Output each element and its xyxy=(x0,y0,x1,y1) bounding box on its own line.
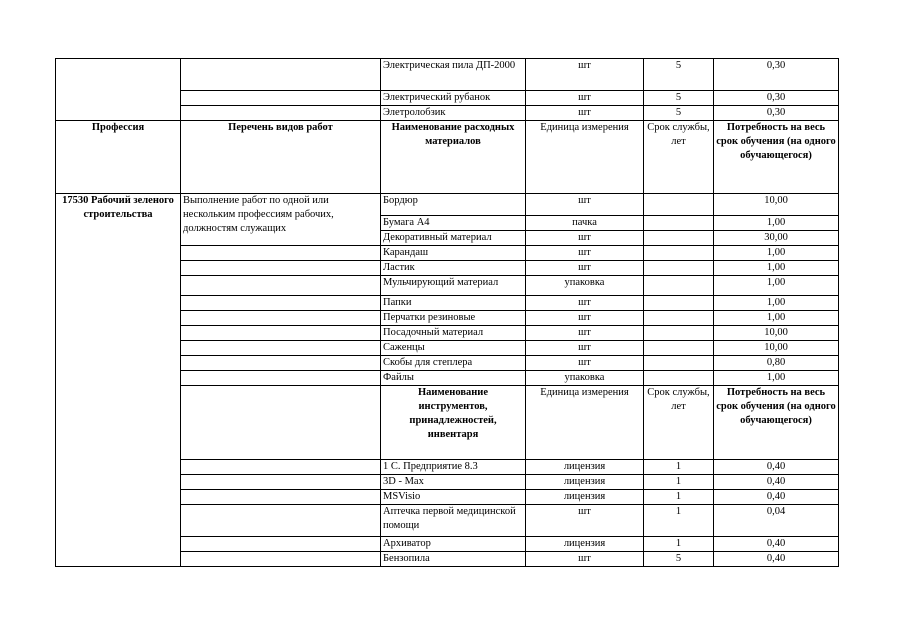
item-unit: шт xyxy=(526,356,644,371)
empty-cell xyxy=(181,552,381,567)
item-need: 1,00 xyxy=(714,311,839,326)
empty-cell xyxy=(181,460,381,475)
item-unit: лицензия xyxy=(526,490,644,505)
item-need: 30,00 xyxy=(714,231,839,246)
item-term xyxy=(644,311,714,326)
item-need: 0,30 xyxy=(714,106,839,121)
profession-cell: 17530 Рабочий зеленого строительства xyxy=(56,194,181,567)
item-need: 0,04 xyxy=(714,505,839,537)
empty-cell xyxy=(181,537,381,552)
empty-cell xyxy=(181,326,381,341)
empty-cell xyxy=(181,490,381,505)
item-name: Бумага А4 xyxy=(381,216,526,231)
item-need: 10,00 xyxy=(714,341,839,356)
item-need: 10,00 xyxy=(714,194,839,216)
table-row xyxy=(56,59,839,91)
item-term: 5 xyxy=(644,59,714,91)
empty-cell xyxy=(181,296,381,311)
item-name: 1 С. Предприятие 8.3 xyxy=(381,460,526,475)
item-name: Декоративный материал xyxy=(381,231,526,246)
item-unit: шт xyxy=(526,261,644,276)
header-need: Потребность на весь срок обучения (на одного обучающегося) xyxy=(714,121,839,194)
item-name: Электрическая пила ДП-2000 xyxy=(381,59,526,91)
item-name: Элетролобзик xyxy=(381,106,526,121)
item-name: Ластик xyxy=(381,261,526,276)
item-unit: шт xyxy=(526,311,644,326)
header-term: Срок службы, лет xyxy=(644,121,714,194)
item-term: 1 xyxy=(644,475,714,490)
empty-cell xyxy=(181,341,381,356)
item-name: Посадочный материал xyxy=(381,326,526,341)
item-unit: пачка xyxy=(526,216,644,231)
item-unit: лицензия xyxy=(526,537,644,552)
item-term xyxy=(644,246,714,261)
item-unit: упаковка xyxy=(526,276,644,296)
item-need: 1,00 xyxy=(714,371,839,386)
item-need: 0,40 xyxy=(714,475,839,490)
item-need: 1,00 xyxy=(714,276,839,296)
item-unit: шт xyxy=(526,59,644,91)
item-unit: шт xyxy=(526,505,644,537)
item-need: 0,40 xyxy=(714,552,839,567)
header-need: Потребность на весь срок обучения (на одного обучающегося) xyxy=(714,386,839,460)
item-name: Перчатки резиновые xyxy=(381,311,526,326)
item-name: Электрический рубанок xyxy=(381,91,526,106)
item-name: Бензопила xyxy=(381,552,526,567)
empty-cell xyxy=(181,261,381,276)
materials-table xyxy=(55,58,839,567)
item-name: Архиватор xyxy=(381,537,526,552)
item-need: 0,30 xyxy=(714,91,839,106)
empty-cell xyxy=(181,91,381,106)
header-unit: Единица измерения xyxy=(526,121,644,194)
item-term xyxy=(644,276,714,296)
empty-cell xyxy=(56,59,181,121)
item-unit: лицензия xyxy=(526,460,644,475)
table-header-row xyxy=(56,121,839,194)
item-name: MSVisio xyxy=(381,490,526,505)
header-unit: Единица измерения xyxy=(526,386,644,460)
item-unit: шт xyxy=(526,231,644,246)
item-term xyxy=(644,356,714,371)
item-need: 1,00 xyxy=(714,261,839,276)
empty-cell xyxy=(181,59,381,91)
item-name: Мульчирующий материал xyxy=(381,276,526,296)
item-term xyxy=(644,296,714,311)
item-need: 1,00 xyxy=(714,216,839,231)
item-need: 0,80 xyxy=(714,356,839,371)
item-term xyxy=(644,326,714,341)
item-name: Аптечка первой медицинской помощи xyxy=(381,505,526,537)
item-unit: шт xyxy=(526,106,644,121)
table-row xyxy=(56,194,839,216)
item-unit: упаковка xyxy=(526,371,644,386)
item-term xyxy=(644,231,714,246)
item-unit: шт xyxy=(526,91,644,106)
item-unit: шт xyxy=(526,296,644,311)
empty-cell xyxy=(181,356,381,371)
item-name: Бордюр xyxy=(381,194,526,216)
item-need: 0,40 xyxy=(714,460,839,475)
item-need: 0,40 xyxy=(714,537,839,552)
item-need: 10,00 xyxy=(714,326,839,341)
item-term xyxy=(644,341,714,356)
header-tool-name: Наименование инструментов, принадлежностей, инвентаря xyxy=(381,386,526,460)
item-name: Карандаш xyxy=(381,246,526,261)
item-name: Папки xyxy=(381,296,526,311)
item-name: Скобы для степлера xyxy=(381,356,526,371)
item-term: 5 xyxy=(644,106,714,121)
item-name: 3D - Max xyxy=(381,475,526,490)
header-profession: Профессия xyxy=(56,121,181,194)
item-need: 1,00 xyxy=(714,296,839,311)
empty-cell xyxy=(181,505,381,537)
works-cell: Выполнение работ по одной или нескольким профессиям рабочих, должностям служащих xyxy=(181,194,381,246)
item-term xyxy=(644,216,714,231)
item-unit: шт xyxy=(526,194,644,216)
item-term: 5 xyxy=(644,91,714,106)
empty-cell xyxy=(181,475,381,490)
empty-cell xyxy=(181,371,381,386)
item-term: 5 xyxy=(644,552,714,567)
item-term: 1 xyxy=(644,505,714,537)
item-need: 1,00 xyxy=(714,246,839,261)
header-term: Срок службы, лет xyxy=(644,386,714,460)
empty-cell xyxy=(181,386,381,460)
item-term xyxy=(644,371,714,386)
empty-cell xyxy=(181,106,381,121)
item-unit: шт xyxy=(526,341,644,356)
item-term xyxy=(644,194,714,216)
item-unit: шт xyxy=(526,326,644,341)
item-need: 0,40 xyxy=(714,490,839,505)
item-name: Саженцы xyxy=(381,341,526,356)
empty-cell xyxy=(181,276,381,296)
header-works: Перечень видов работ xyxy=(181,121,381,194)
item-unit: шт xyxy=(526,246,644,261)
item-name: Файлы xyxy=(381,371,526,386)
item-term: 1 xyxy=(644,490,714,505)
empty-cell xyxy=(181,311,381,326)
item-unit: шт xyxy=(526,552,644,567)
item-term xyxy=(644,261,714,276)
item-unit: лицензия xyxy=(526,475,644,490)
header-material-name: Наименование расходных материалов xyxy=(381,121,526,194)
item-term: 1 xyxy=(644,537,714,552)
item-term: 1 xyxy=(644,460,714,475)
empty-cell xyxy=(181,246,381,261)
item-need: 0,30 xyxy=(714,59,839,91)
